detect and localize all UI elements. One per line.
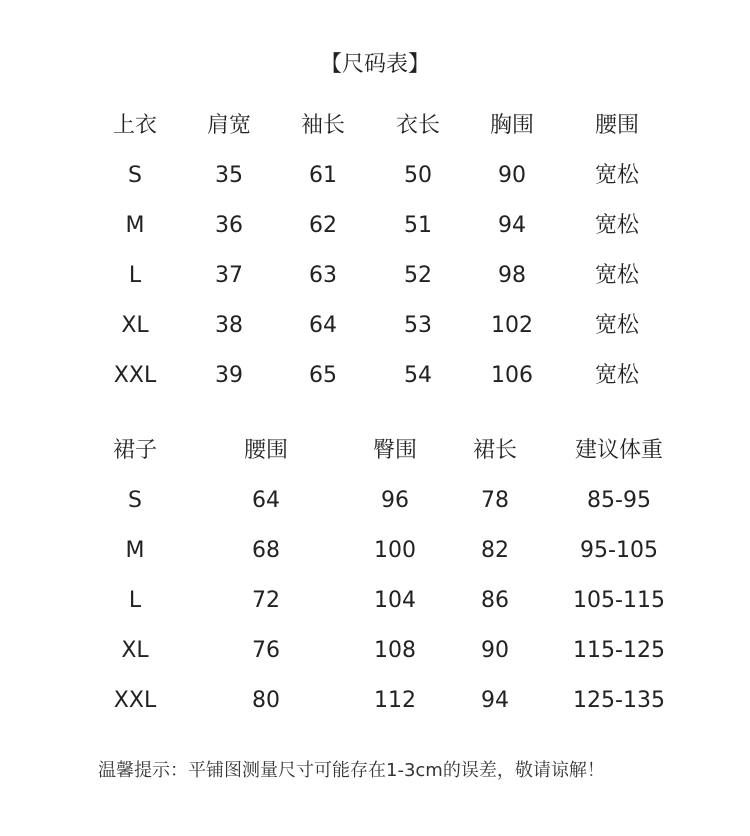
top-table-cell: 65 [309, 363, 337, 388]
skirt-table-cell: 115-125 [573, 638, 665, 663]
top-header-cell: 肩宽 [206, 113, 252, 138]
skirt-header-cell: 建议体重 [574, 438, 664, 463]
skirt-table-cell: 85-95 [587, 488, 651, 513]
skirt-table-cell: L [128, 588, 142, 613]
skirt-table-cell: 78 [481, 488, 509, 513]
skirt-table-cell: 80 [252, 688, 280, 713]
skirt-table-cell: 125-135 [573, 688, 665, 713]
top-table-cell: M [125, 213, 145, 238]
top-header-cell: 腰围 [594, 113, 640, 138]
top-table-cell: 63 [309, 263, 337, 288]
skirt-table-cell: 105-115 [573, 588, 665, 613]
top-table-cell: 50 [404, 163, 432, 188]
measurement-note: 温馨提示：平铺图测量尺寸可能存在1-3cm的误差，敬请谅解！ [98, 760, 605, 781]
skirt-table-cell: 72 [252, 588, 280, 613]
skirt-table-cell: 64 [252, 488, 280, 513]
skirt-table-cell: 94 [481, 688, 509, 713]
skirt-table-cell: 68 [252, 538, 280, 563]
skirt-table-cell: 76 [252, 638, 280, 663]
top-table-cell: XXL [113, 363, 157, 388]
top-table-cell: 宽松 [594, 213, 640, 238]
skirt-table-cell: 108 [374, 638, 416, 663]
top-table-cell: 35 [215, 163, 243, 188]
skirt-table-cell: XXL [113, 688, 157, 713]
top-header-cell: 胸围 [489, 113, 535, 138]
top-table-cell: 54 [404, 363, 432, 388]
skirt-table-cell: 112 [374, 688, 416, 713]
top-table-cell: 62 [309, 213, 337, 238]
top-table-cell: 36 [215, 213, 243, 238]
top-table-cell: XL [121, 313, 149, 338]
skirt-table-cell: 82 [481, 538, 509, 563]
size-chart-title: 【尺码表】 [319, 52, 430, 77]
top-table-cell: 39 [215, 363, 243, 388]
top-table-cell: 98 [498, 263, 526, 288]
skirt-header-cell: 臀围 [372, 438, 418, 463]
skirt-header-cell: 腰围 [243, 438, 289, 463]
top-header-cell: 袖长 [300, 113, 346, 138]
top-header-cell: 上衣 [112, 113, 158, 138]
top-table-cell: 61 [309, 163, 337, 188]
top-table-cell: 宽松 [594, 263, 640, 288]
top-table-cell: 宽松 [594, 363, 640, 388]
skirt-table-cell: 86 [481, 588, 509, 613]
skirt-table-cell: 104 [374, 588, 416, 613]
skirt-table-cell: M [125, 538, 145, 563]
top-table-cell: 94 [498, 213, 526, 238]
skirt-table-cell: S [128, 488, 142, 513]
top-table-cell: 宽松 [594, 313, 640, 338]
top-table-cell: 53 [404, 313, 432, 338]
top-table-cell: 106 [491, 363, 533, 388]
top-table-cell: 38 [215, 313, 243, 338]
top-table-cell: 52 [404, 263, 432, 288]
skirt-table-cell: XL [121, 638, 149, 663]
skirt-table-cell: 95-105 [580, 538, 658, 563]
top-table-cell: S [128, 163, 142, 188]
skirt-table-cell: 100 [374, 538, 416, 563]
top-table-cell: 宽松 [594, 163, 640, 188]
skirt-table-cell: 96 [381, 488, 409, 513]
top-header-cell: 衣长 [395, 113, 441, 138]
skirt-header-cell: 裙子 [112, 438, 158, 463]
top-table-cell: L [128, 263, 142, 288]
skirt-header-cell: 裙长 [472, 438, 518, 463]
top-table-cell: 51 [404, 213, 432, 238]
skirt-table-cell: 90 [481, 638, 509, 663]
top-table-cell: 37 [215, 263, 243, 288]
top-table-cell: 90 [498, 163, 526, 188]
top-table-cell: 64 [309, 313, 337, 338]
top-table-cell: 102 [491, 313, 533, 338]
